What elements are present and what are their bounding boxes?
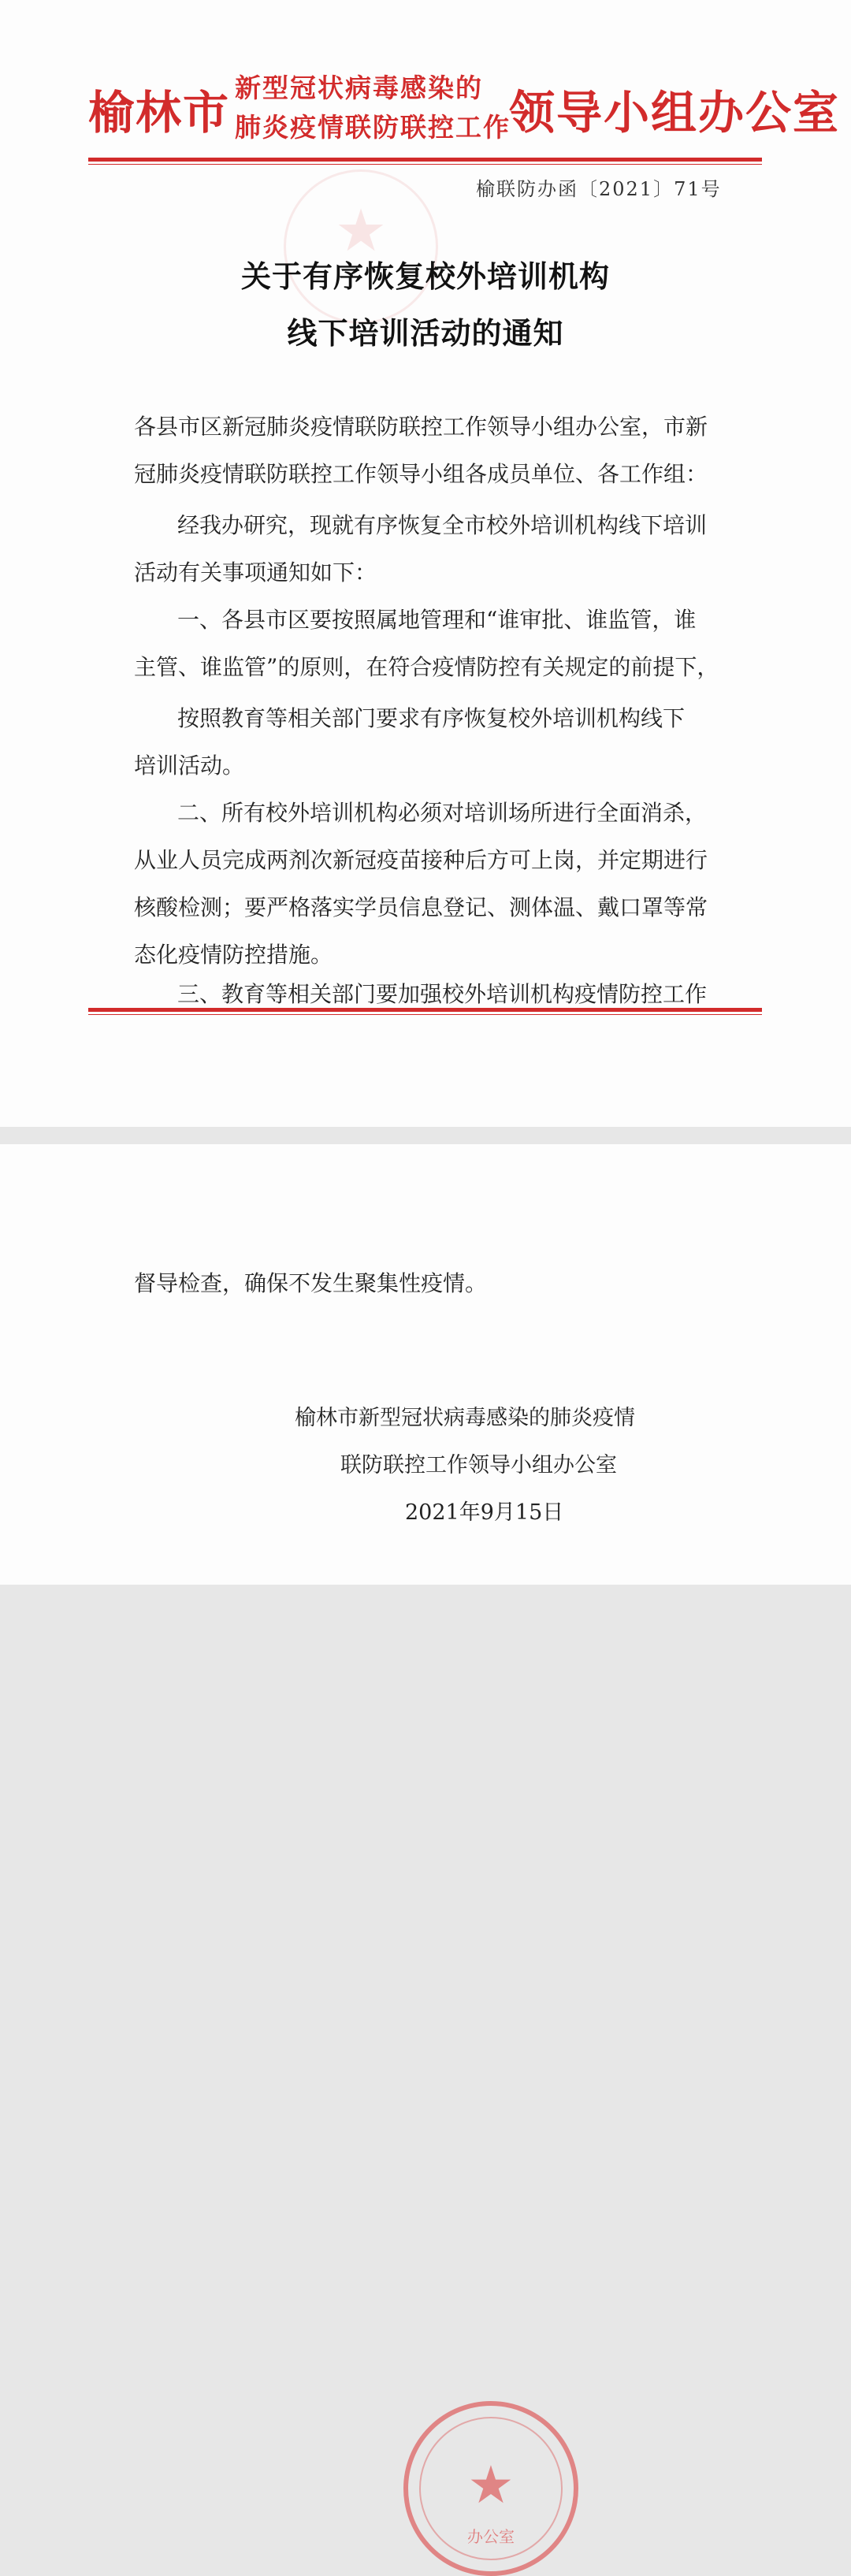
body-line-continued: 督导检查，确保不发生聚集性疫情。 <box>134 1270 488 1296</box>
header-red-rule-thin <box>88 164 762 165</box>
faint-seal-watermark <box>284 169 438 324</box>
document-title-line1: 关于有序恢复校外培训机构 <box>240 258 610 294</box>
document-page-2 <box>0 1144 851 2546</box>
body-line: 二、所有校外培训机构必须对培训场所进行全面消杀， <box>177 800 708 826</box>
star-icon: ★ <box>334 197 388 265</box>
seal-text: 办公室 <box>467 2527 515 2546</box>
body-line: 培训活动。 <box>134 753 245 779</box>
document-page-1 <box>0 0 851 1127</box>
signature-line1: 榆林市新型冠状病毒感染的肺炎疫情 <box>295 1406 635 1430</box>
body-line: 一、各县市区要按照属地管理和“谁审批、谁监管，谁 <box>177 607 697 633</box>
official-seal <box>403 2401 578 2576</box>
body-line: 核酸检测；要严格落实学员信息登记、测体温、戴口罩等常 <box>134 894 708 920</box>
footer-red-rule <box>88 1008 762 1012</box>
header-office: 领导小组办公室 <box>509 86 841 139</box>
header-middle-line2: 肺炎疫情联防联控工作 <box>235 112 511 143</box>
body-line: 从业人员完成两剂次新冠疫苗接种后方可上岗，并定期进行 <box>134 847 708 873</box>
body-line: 经我办研究，现就有序恢复全市校外培训机构线下培训 <box>177 512 708 538</box>
footer-red-rule-thin <box>88 1014 762 1015</box>
document-number: 榆联防办函〔2021〕71号 <box>476 178 722 200</box>
header-red-rule <box>88 158 762 162</box>
header-city: 榆林市 <box>88 86 231 139</box>
star-icon: ★ <box>467 2455 515 2515</box>
body-line: 按照教育等相关部门要求有序恢复校外培训机构线下 <box>177 705 686 731</box>
signature-line2: 联防联控工作领导小组办公室 <box>340 1453 617 1478</box>
body-line: 态化疫情防控措施。 <box>134 942 333 968</box>
body-line: 活动有关事项通知如下： <box>134 559 377 585</box>
body-line: 冠肺炎疫情联防联控工作领导小组各成员单位、各工作组： <box>134 461 708 487</box>
signature-date: 2021年9月15日 <box>405 1500 564 1525</box>
body-line: 主管、谁监管”的原则，在符合疫情防控有关规定的前提下， <box>134 654 719 680</box>
body-line: 三、教育等相关部门要加强校外培训机构疫情防控工作 <box>177 981 708 1007</box>
document-title-line2: 线下培训活动的通知 <box>287 315 564 351</box>
header-middle-line1: 新型冠状病毒感染的 <box>235 72 483 103</box>
body-line: 各县市区新冠肺炎疫情联防联控工作领导小组办公室，市新 <box>134 414 708 440</box>
